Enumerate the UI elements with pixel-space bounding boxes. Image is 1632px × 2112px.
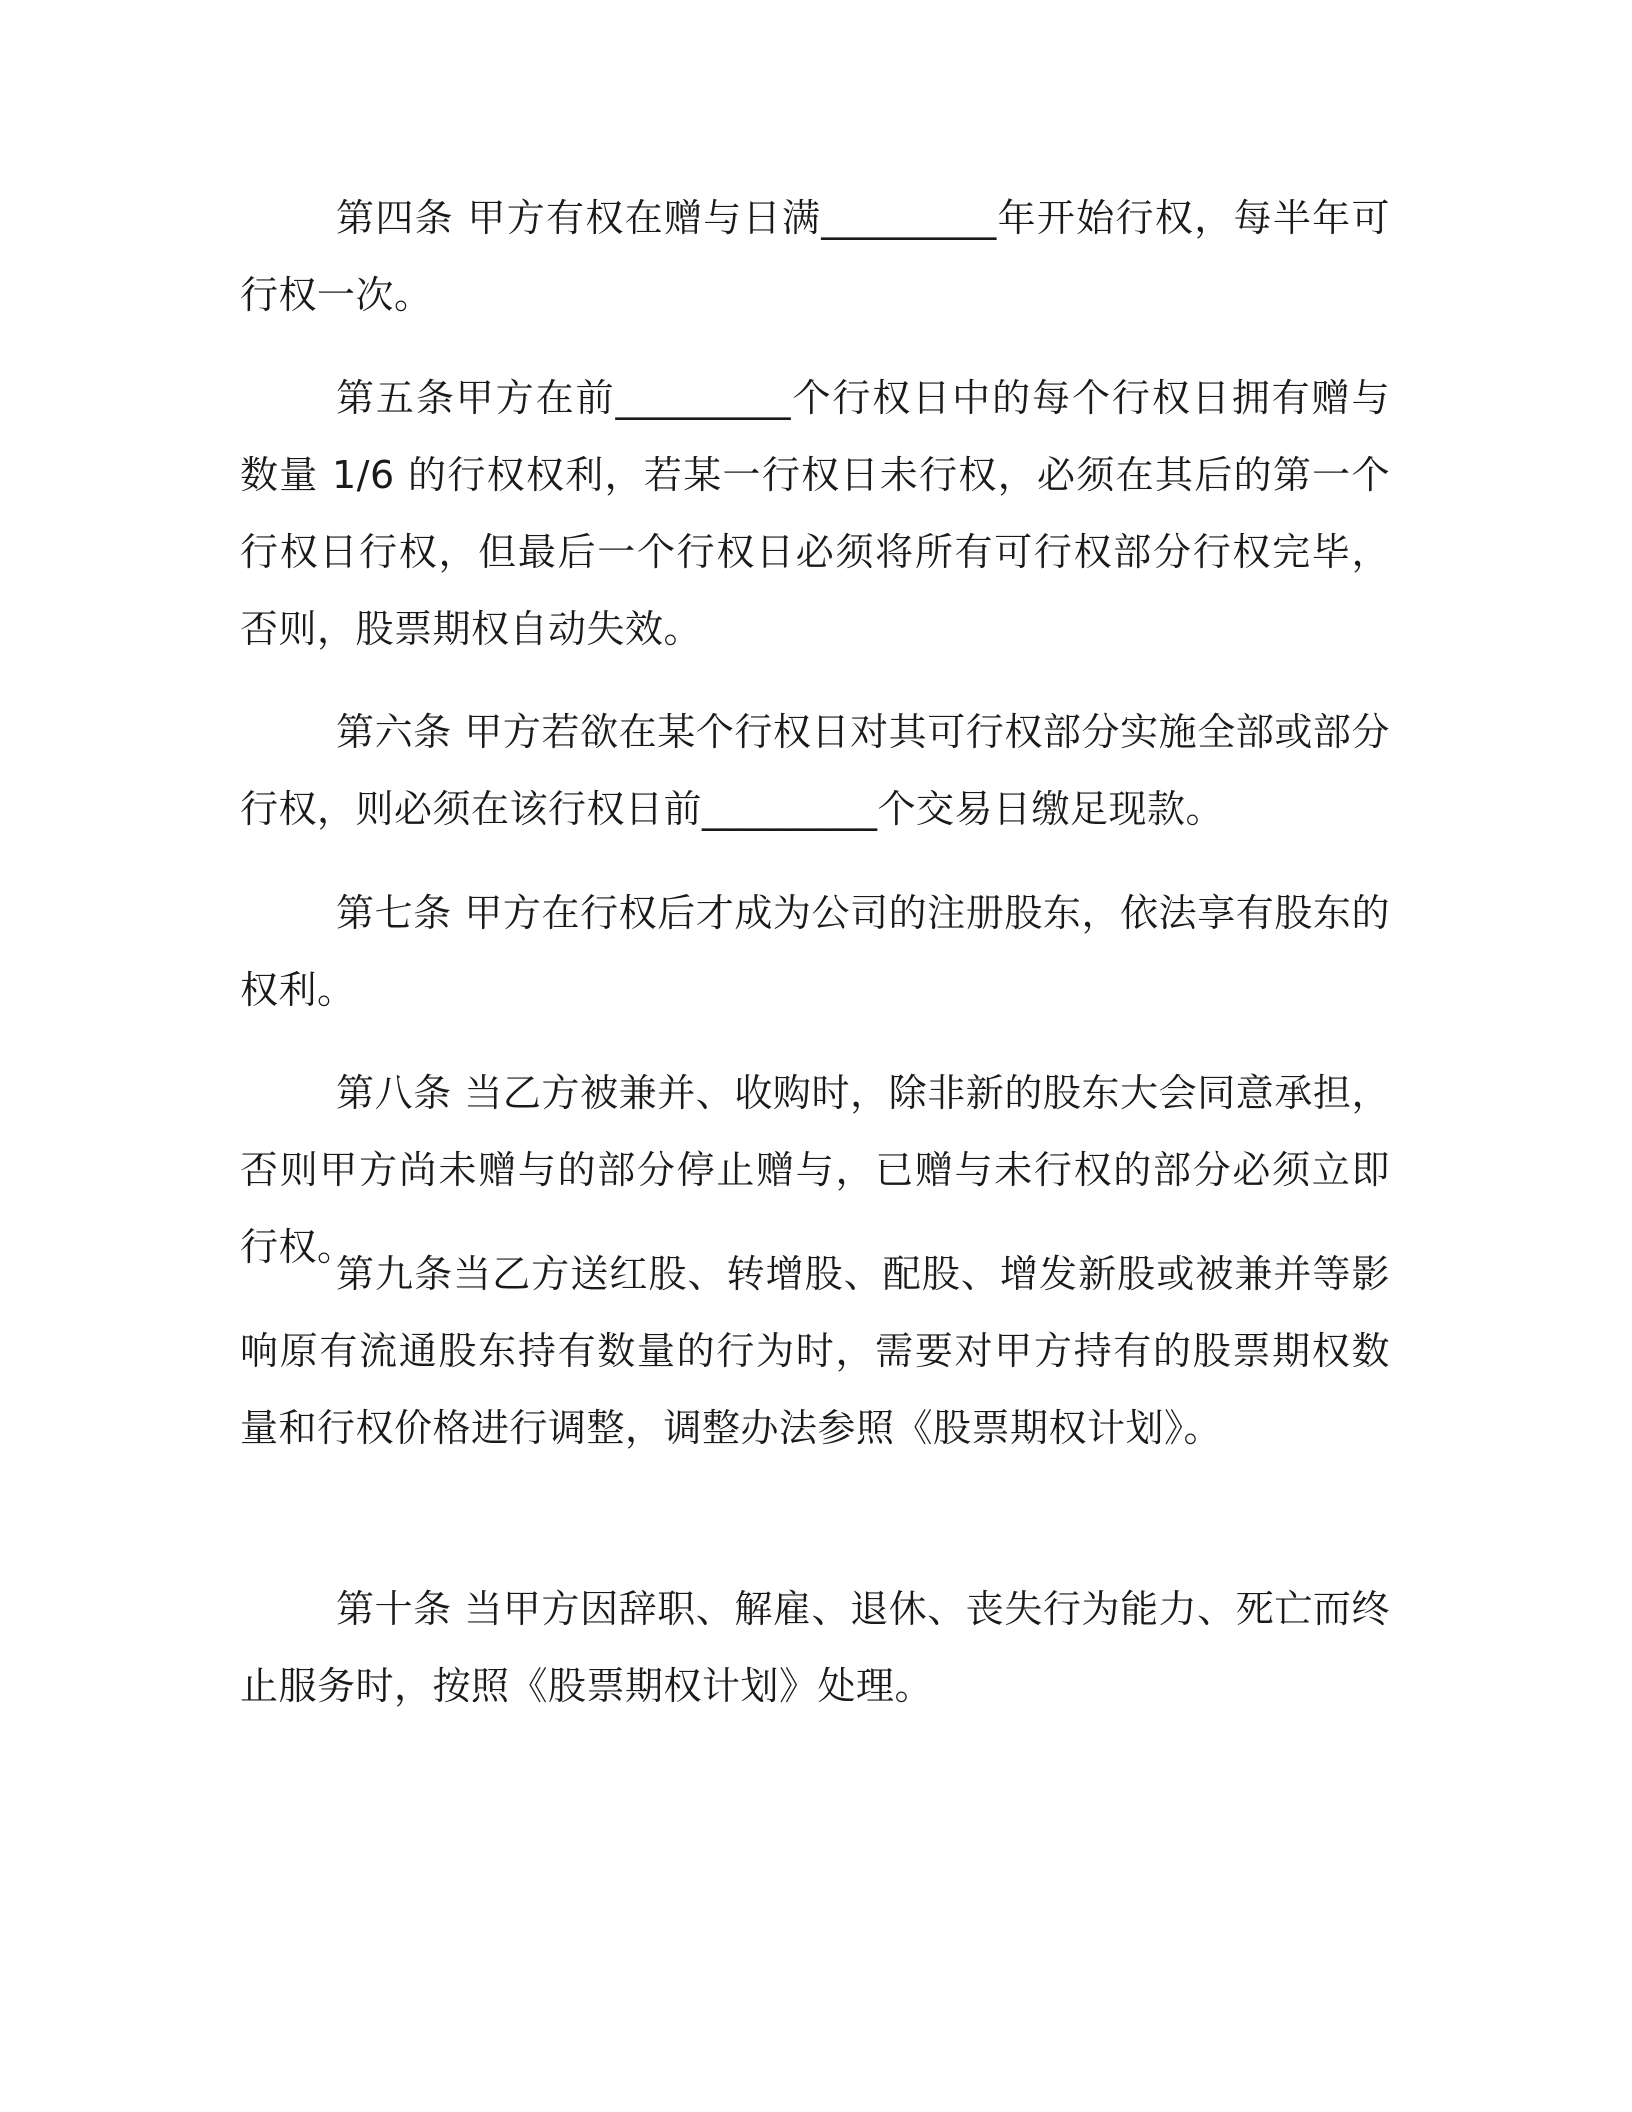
- article-6: 第六条 甲方若欲在某个行权日对其可行权部分实施全部或部分行权，则必须在该行权日前_________个交易日缴足现款。: [240, 710, 1390, 831]
- article-9: 第九条当乙方送红股、转增股、配股、增发新股或被兼并等影响原有流通股东持有数量的行为时，需要对甲方持有的股票期权数量和行权价格进行调整，调整办法参照《股票期权计划》。: [240, 1252, 1390, 1450]
- article-4: 第四条 甲方有权在赠与日满_________年开始行权，每半年可行权一次。: [240, 196, 1390, 317]
- article-10: 第十条 当甲方因辞职、解雇、退休、丧失行为能力、死亡而终止服务时，按照《股票期权计划》处理。: [240, 1587, 1390, 1708]
- article-7: 第七条 甲方在行权后才成为公司的注册股东，依法享有股东的权利。: [240, 891, 1390, 1012]
- article-5: 第五条甲方在前_________个行权日中的每个行权日拥有赠与数量 1/6 的行权权利，若某一行权日未行权，必须在其后的第一个行权日行权，但最后一个行权日必须将所有可行权部分行权完毕，否则，股票期权自动失效。: [240, 376, 1390, 651]
- article-8: 第八条 当乙方被兼并、收购时，除非新的股东大会同意承担，否则甲方尚未赠与的部分停止赠与，已赠与未行权的部分必须立即行权。: [240, 1071, 1390, 1269]
